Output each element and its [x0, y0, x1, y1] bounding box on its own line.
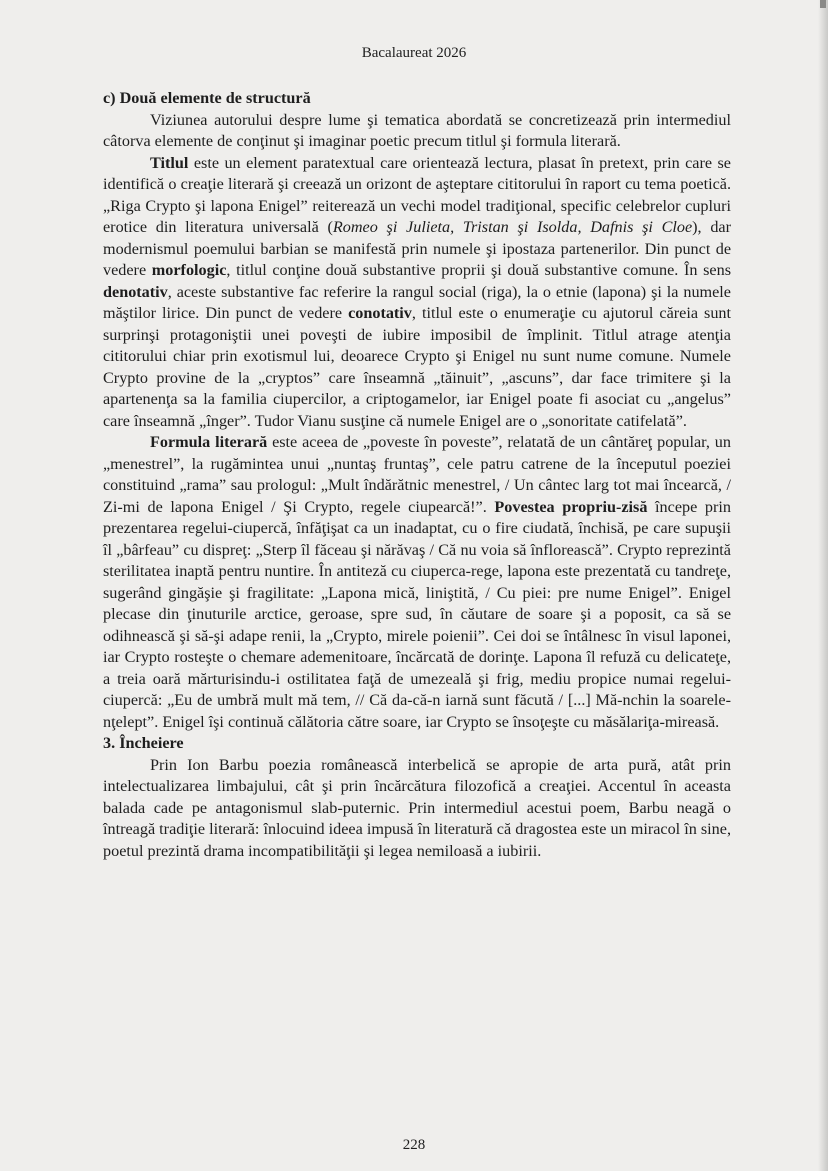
term-formula-literara: Formula literară	[150, 433, 268, 451]
formula-paragraph	[103, 432, 731, 733]
title-text-1: este un element paratextual care orientează lectura, plasat în pretext, prin care se identifică o creaţie literară şi creează un orizont de aşteptare cititorului în raport cu tema poetică. „Riga Crypto şi lapona Enigel” reiterează un vechi model tradiţional, specific celebrelor cupluri erotice din literatura universală (	[103, 153, 731, 236]
page-edge	[818, 0, 828, 1171]
title-text-4: , aceste substantive fac referire la rangul social (riga), la o etnie (lapona) şi la numele măştilor lirice. Din punct de vedere	[103, 282, 731, 322]
term-conotativ: conotativ	[348, 304, 412, 322]
formula-text-1: este aceea de „poveste în poveste”, relatată de un cântăreţ popular, un „menestrel”, la rugămintea unui „nuntaş fruntaş”, cele patru catrene de la începutul poeziei constituind „rama” sau prologul: „Mult îndărătnic menestrel, / Un cântec larg tot mai încearcă, / Zi-mi de lapona Enigel / Şi Crypto, regele ciupearcă!”.	[103, 433, 731, 516]
term-titlul: Titlul	[150, 153, 189, 172]
section-intro-paragraph: Viziunea autorului despre lume şi tematica abordată se concretizează prin intermediul câtorva elemente de conţinut şi imaginar poetic precum titlul şi formula literară.	[103, 110, 731, 150]
title-paragraph	[103, 153, 731, 433]
term-povestea-propriu-zisa: Povestea propriu-zisă	[494, 497, 648, 516]
formula-text-2: începe prin prezentarea regelui-ciupercă, înfăţişat ca un inadaptat, cu o fire ciudată, închisă, pe care supuşii îl „bârfeau” cu dispreţ: „Sterp îl făceau şi nărăvaş / Că nu voia să înflorească”. Crypto reprezintă sterilitatea inaptă pentru nuntire. În antiteză cu ciuperca-rege, lapona este prezentată cu tandreţe, sugerând gingăşie şi fragilitate: „Lapona mică, liniştită, / Cu piei: pre nume Enigel”. Enigel plecase din ţinuturile arctice, geroase, spre sud, în căutare de soare şi a poposit, ca să se odihnească şi să-şi adape renii, la „Crypto, mirele poienii”. Cei doi se întâlnesc în visul laponei, iar Crypto rosteşte o chemare ademenitoare, încărcată de dorinţe. Lapona îl refuză cu delicateţe, a treia oară mărturisindu-i ostilitatea faţă de umezeală şi frig, mediu propice numai regelui-ciupercă: „Eu de umbră mult mă tem, // Că da-că-n iarnă sunt făcută / [...] Mă-nchin la soarele-nţelept”. Enigel îşi continuă călătoria către soare, iar Crypto se însoţeşte cu măsălariţa-mireasă.	[103, 497, 731, 731]
title-text-3: , titlul conţine două substantive proprii şi două substantive comune. În sens	[226, 261, 731, 279]
term-morfologic: morfologic	[151, 261, 227, 279]
page-number: 228	[402, 1137, 426, 1153]
title-text-5: , titlul este o enumeraţie cu ajutorul căreia sunt surprinşi protagoniştii unei poveşti de iubire imposibil de împlinit. Titlul atrage atenţia cititorului chiar prin exotismul lui, deoarece Crypto şi Enigel nu sunt nume comune. Numele Crypto provine de la „cryptos” care înseamnă „tăinuit”, „ascuns”, dar face trimitere şi la apartenenţa sa la familia ciupercilor, a criptogamelor, iar Enigel poate fi asociat cu „angelus” care înseamnă „înger”. Tudor Vianu susţine că numele Enigel are o „sonoritate catifelată”.	[103, 304, 731, 430]
conclusion-paragraph: Prin Ion Barbu poezia românească interbelică se apropie de arta pură, atât prin intelectualizarea limbajului, cât şi prin încărcătura filozofică a creaţiei. Accentul în aceasta balada cade pe antagonismul slab-puternic. Prin intermediul acestui poem, Barbu neagă o întreagă tradiţie literară: înlocuind ideea impusă în literatură că dragostea este un miracol în sine, poetul prezintă drama incompatibilităţii şi legea nemiloasă a iubirii.	[103, 755, 731, 860]
section-heading-structure: c) Două elemente de structură	[103, 89, 311, 107]
section-heading-conclusion: 3. Încheiere	[103, 734, 184, 752]
running-header: Bacalaureat 2026	[361, 45, 467, 61]
page-edge-mark	[820, 0, 826, 8]
page-content	[103, 88, 731, 862]
term-denotativ: denotativ	[103, 282, 168, 301]
couples-examples: Romeo şi Julieta, Tristan şi Isolda, Dafnis şi Cloe	[332, 218, 693, 236]
title-text-2: ), dar modernismul poemului barbian se manifestă prin numele şi ipostaza partenerilor. Din punct de vedere	[103, 218, 731, 279]
